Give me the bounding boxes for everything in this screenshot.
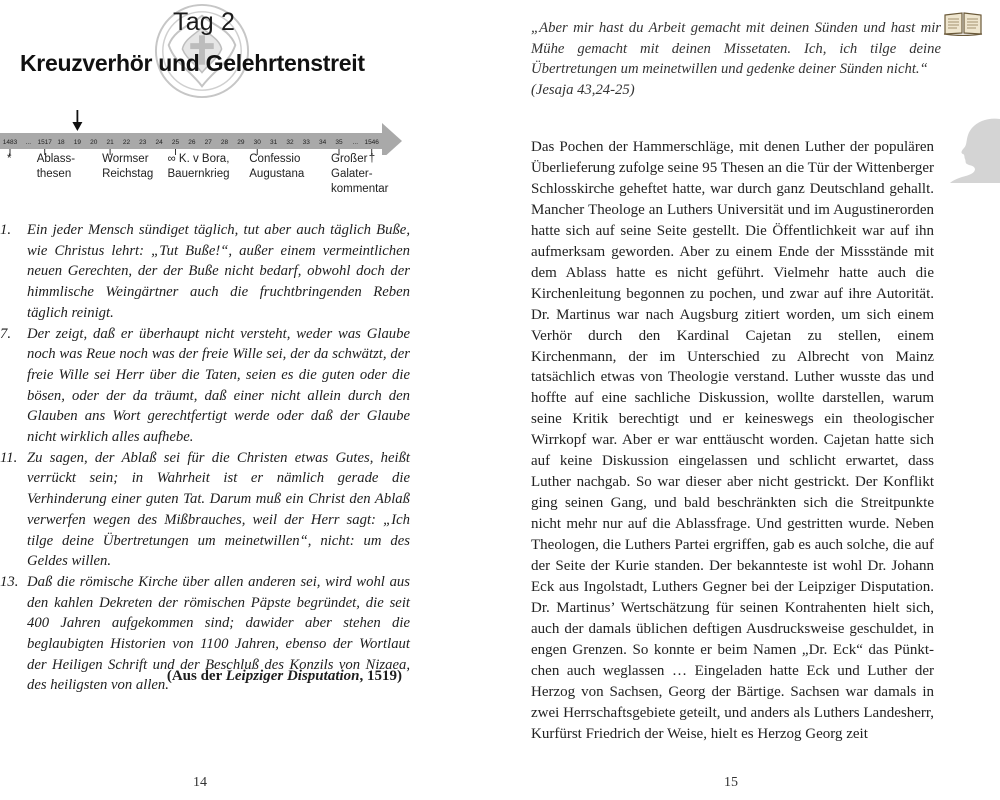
luther-profile-icon [950, 115, 1000, 183]
timeline-year: 27 [204, 139, 212, 146]
thesis-text: Der zeigt, daß er überhaupt nicht versteht, weder was Glaube noch was Reue noch was der freie Wille sei, der da schwätzt, der freie Wille sei Herr über die Taten, seien es die guten oder die bösen, oder der da träumt, daß einer nicht allein durch den Glauben ans Wort gerechtfertigt werde oder daß der Glaube nicht wirklich alles aufhebe. [27, 325, 410, 446]
timeline-arrow [0, 110, 410, 155]
timeline-year: 21 [106, 139, 114, 146]
timeline-events [0, 152, 410, 202]
timeline-year: 1546 [364, 139, 379, 146]
page-number-right: 15 [724, 775, 738, 790]
day-heading: Tag 2 [173, 8, 236, 36]
timeline-event-label: † [368, 153, 376, 165]
theses-list [0, 220, 410, 696]
quote-text: „Aber mir hast du Arbeit gemacht mit deinen Sünden und hast mir Mühe gemacht mit deinen Missetaten. Ich, ich tilge deine Übertretungen um meinetwillen und gedenke deiner Sünden nicht.“ [531, 20, 941, 77]
timeline-year: 24 [155, 139, 163, 146]
timeline-year: 33 [302, 139, 310, 146]
timeline-year: 23 [139, 139, 147, 146]
timeline-year: 19 [73, 139, 82, 146]
timeline-year: 25 [171, 139, 180, 146]
thesis-item [0, 220, 410, 324]
source-suffix: , 1519) [359, 668, 402, 684]
source-title: Leipziger Disputation [225, 668, 360, 684]
timeline-year: 18 [57, 139, 65, 146]
timeline-year: 1517 [37, 139, 52, 146]
thesis-text: Daß die römische Kirche über allen anderen sei, wird wohl aus den kahlen Dekreten der römischen Päpste begründet, die seit 400 Jahren aufgekommen sind; dawider aber stehen die beglaubigten Historien von 1100 Jahren, ebenso der Wortlaut der Heiligen Schrift und der Beschluß des Konzils von Nizaea, des heiligsten von allen. [27, 573, 410, 694]
luther-timeline [0, 110, 410, 200]
thesis-number: 13. [0, 573, 19, 590]
thesis-text: Ein jeder Mensch sündiget täglich, tut aber auch täglich Buße, wie Christus lehrt: „Tut Buße!“, außer einem vermeintlichen neuen Gerechten, der der Buße nicht bedarf, obwohl doch der himmlische Weingärtner auch die fruchtbringenden Reben täglich reinigt. [27, 222, 410, 321]
timeline-year: 28 [220, 139, 229, 146]
thesis-number: 7. [0, 325, 12, 342]
timeline-event-label: Großer Galater- kommentar [331, 153, 389, 195]
timeline-year: 1483 [2, 139, 18, 146]
bible-book-icon [943, 10, 983, 36]
timeline-year: 31 [269, 139, 278, 146]
thesis-text: Zu sagen, der Ablaß sei für die Christen etwas Gutes, heißt verrückt sein; in Wahrheit ist er nämlich gerade die Verhinderung einer guten Tat. Darum muß ein Christ den Ablaß verwerfen wegen des Mißbrauches, weil der Herr sagt: „Ich tilge deine Übertretungen um meinetwillen“, nicht: um des Geldes willen. [27, 449, 410, 570]
timeline-event-label: ∞ K. v Bora, Bauernkrieg [167, 153, 230, 180]
chapter-title: Kreuzverhör und Gelehrtenstreit [20, 50, 365, 76]
timeline-marker-arrow-icon [72, 122, 82, 131]
timeline-year: ... [25, 139, 32, 146]
timeline-event-label: Confessio Augustana [249, 153, 305, 180]
timeline-year: 35 [335, 139, 343, 146]
thesis-item [0, 448, 410, 572]
timeline-year: 32 [286, 139, 294, 146]
timeline-year: 34 [319, 139, 327, 146]
body-text: Das Pochen der Hammerschläge, mit denen Luther der populären Überlieferung zufolge seine 95 Thesen an die Tür der Wittenberger Schlosskirche geheftet hatte, war durch ganz Deutschland gehallt. Mancher Theologe an Luthers Universität und im Augustinerorden hatte sich auf seine Seite gestellt. Die Öffentlichkeit war auf ihn aufmerksam geworden. Aber zu einem Ende der Missstände mit dem Ablass hatte es nicht geführt. Vielmehr hatte auch die Kirchenleitung begonnen zu pochen, und zwar auf ihre Autorität. Dr. Martinus war nach Augsburg zitiert worden, um sich einem Verhör durch den Kardinal Cajetan zu stellen, einem Kirchenmann, der im Unterschied zu Albrecht von Mainz tatsächlich etwas von Theologie verstand. Luther wusste das und hoffte auf eine sachliche Diskussion, wollte darstellen, warum seine Kritik berechtigt und er keineswegs ein theologischer Wirrkopf war. Aber er war enttäuscht worden. Cajetan hatte sich auf keine Diskussion eingelassen und schlicht erwartet, dass Luther nachgab. So war dieser aber nicht gestrickt. Der Konflikt ging seinen Gang, und bald beschränkten sich die Streitpunkte nicht mehr nur auf die Ablassfrage. Und gestritten wurde. Neben Theologen, die Luthers Partei ergriffen, gab es auch solche, die auf der Seite der Kurie standen. Der bekannteste ist wohl Dr. Johann Eck aus Ingolstadt, Luthers Gegner bei der Leipziger Disputation. Dr. Martinus’ Wertschätzung für seinen Kontrahenten hielt sich, auch der damals üblichen deftigen Ausdrucksweise geschuldet, in engen Grenzen. So konnte er beim Namen „Dr. Eck“ das Pünktchen auch weglassen … Eingeladen hatte Eck und Luther der Herzog von Sachsen, Georg der Bärtige. Sachsen war damals in zwei Herrschaftsgebiete geteilt, und anders als Luthers Landesherr, Kurfürst Friedrich der Weise, hielt es Herzog Georg zeit [531, 139, 934, 742]
thesis-item [0, 324, 410, 448]
timeline-year: 22 [122, 139, 131, 146]
source-citation [167, 668, 402, 685]
timeline-year: 29 [237, 139, 245, 146]
timeline-year: 26 [188, 139, 196, 146]
timeline-event-label: Ablass- thesen [36, 153, 76, 180]
page-number-left: 14 [193, 775, 207, 790]
timeline-year: 30 [253, 139, 261, 146]
thesis-number: 1. [0, 222, 12, 238]
timeline-year: ... [352, 139, 359, 146]
timeline-event-label: * [7, 153, 12, 165]
thesis-number: 11. [0, 449, 18, 466]
timeline-year: 20 [90, 139, 98, 146]
source-prefix: (Aus der [166, 668, 226, 684]
epigraph-quote [531, 18, 941, 100]
quote-source: (Jesaja 43,24-25) [531, 81, 635, 98]
timeline-event-label: Wormser Reichstag [102, 153, 154, 180]
